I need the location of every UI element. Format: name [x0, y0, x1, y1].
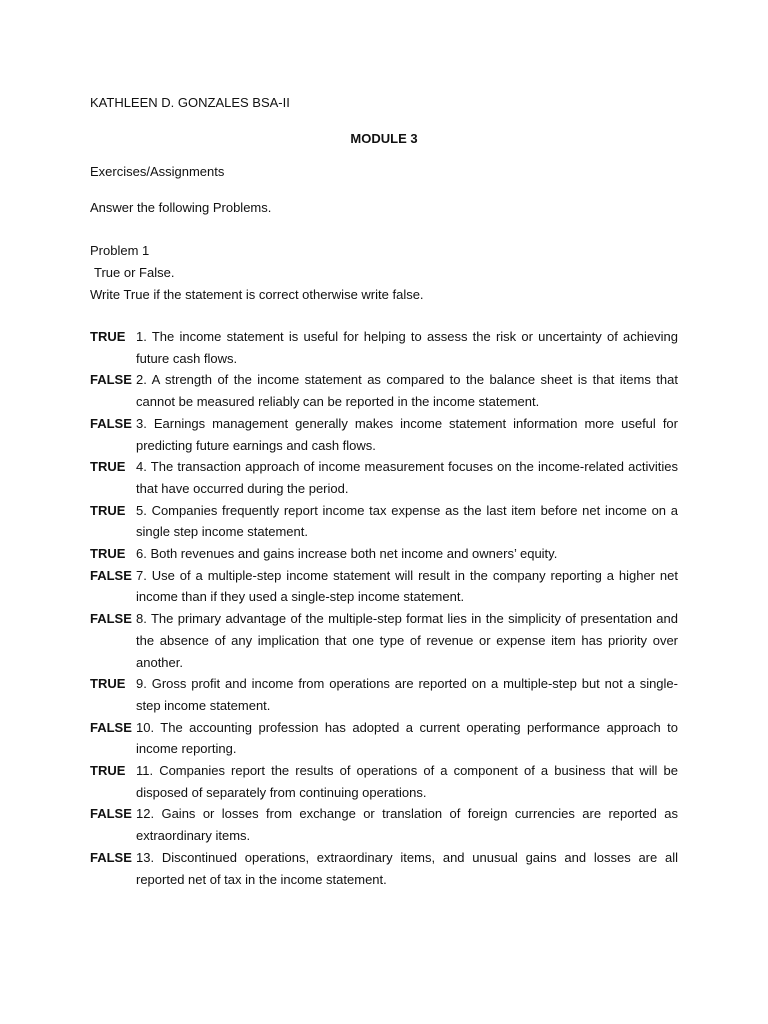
answer-item: [90, 565, 678, 608]
problem-title: Problem 1: [90, 243, 150, 258]
answer-item: [90, 543, 678, 565]
answer-item: [90, 608, 678, 673]
statement-text: 9. Gross profit and income from operations are reported on a multiple-step but not a single-step income statement.: [136, 676, 678, 713]
statement-text: 1. The income statement is useful for helping to assess the risk or uncertainty of achieving future cash flows.: [136, 329, 678, 366]
statement-text: 12. Gains or losses from exchange or translation of foreign currencies are reported as extraordinary items.: [136, 806, 678, 844]
statement-text: 13. Discontinued operations, extraordinary items, and unusual gains and losses are all reported net of tax in the income statement.: [136, 849, 678, 887]
answer-label: TRUE: [90, 763, 126, 779]
answer-label: FALSE: [90, 611, 132, 627]
answer-label: FALSE: [90, 567, 132, 583]
answer-label: TRUE: [90, 329, 126, 344]
statement-text: 2. A strength of the income statement as compared to the balance sheet is that items that cannot be measured reliably can be reported in the income statement.: [136, 372, 678, 410]
answer-item: [90, 847, 678, 890]
answer-list: [90, 326, 678, 890]
answer-label: FALSE: [90, 849, 132, 865]
statement-text: 11. Companies report the results of operations of a component of a business that will be disposed of separately from continuing operations.: [136, 763, 678, 800]
answer-label: FALSE: [90, 372, 132, 388]
statement-text: 6. Both revenues and gains increase both net income and owners’ equity.: [136, 546, 558, 562]
instruction-text: Answer the following Problems.: [90, 200, 272, 215]
answer-item: [90, 500, 678, 543]
answer-label: FALSE: [90, 719, 132, 735]
statement-text: 5. Companies frequently report income tax expense as the last item before net income on a single step income statement.: [136, 502, 678, 540]
answer-item: [90, 717, 678, 760]
answer-label: FALSE: [90, 806, 132, 822]
answer-label: FALSE: [90, 415, 132, 431]
statement-text: 7. Use of a multiple-step income statement will result in the company reporting a higher net income than if they used a single-step income statement.: [136, 567, 678, 605]
statement-text: 8. The primary advantage of the multiple-step format lies in the simplicity of presentation and the absence of any implication that one type of revenue or expense item has priority over another.: [136, 611, 678, 670]
answer-item: [90, 803, 678, 846]
statement-text: 3. Earnings management generally makes income statement information more useful for predicting future earnings and cash flows.: [136, 415, 678, 453]
answer-item: [90, 413, 678, 456]
problem-type: True or False.: [94, 265, 175, 280]
answer-label: TRUE: [90, 502, 126, 518]
statement-text: 4. The transaction approach of income measurement focuses on the income-related activities that have occurred during the period.: [136, 459, 678, 496]
answer-label: TRUE: [90, 676, 126, 692]
answer-item: [90, 369, 678, 412]
author-line: KATHLEEN D. GONZALES BSA-II: [90, 95, 290, 110]
answer-item: [90, 760, 678, 803]
statement-text: 10. The accounting profession has adopted a current operating performance approach to income reporting.: [136, 719, 678, 757]
problem-directions: Write True if the statement is correct otherwise write false.: [90, 287, 424, 302]
answer-item: [90, 673, 678, 716]
answer-item: [90, 326, 678, 369]
section-heading: Exercises/Assignments: [90, 164, 225, 179]
answer-label: TRUE: [90, 459, 126, 475]
module-title: MODULE 3: [350, 131, 418, 146]
answer-label: TRUE: [90, 546, 126, 562]
answer-item: [90, 456, 678, 499]
